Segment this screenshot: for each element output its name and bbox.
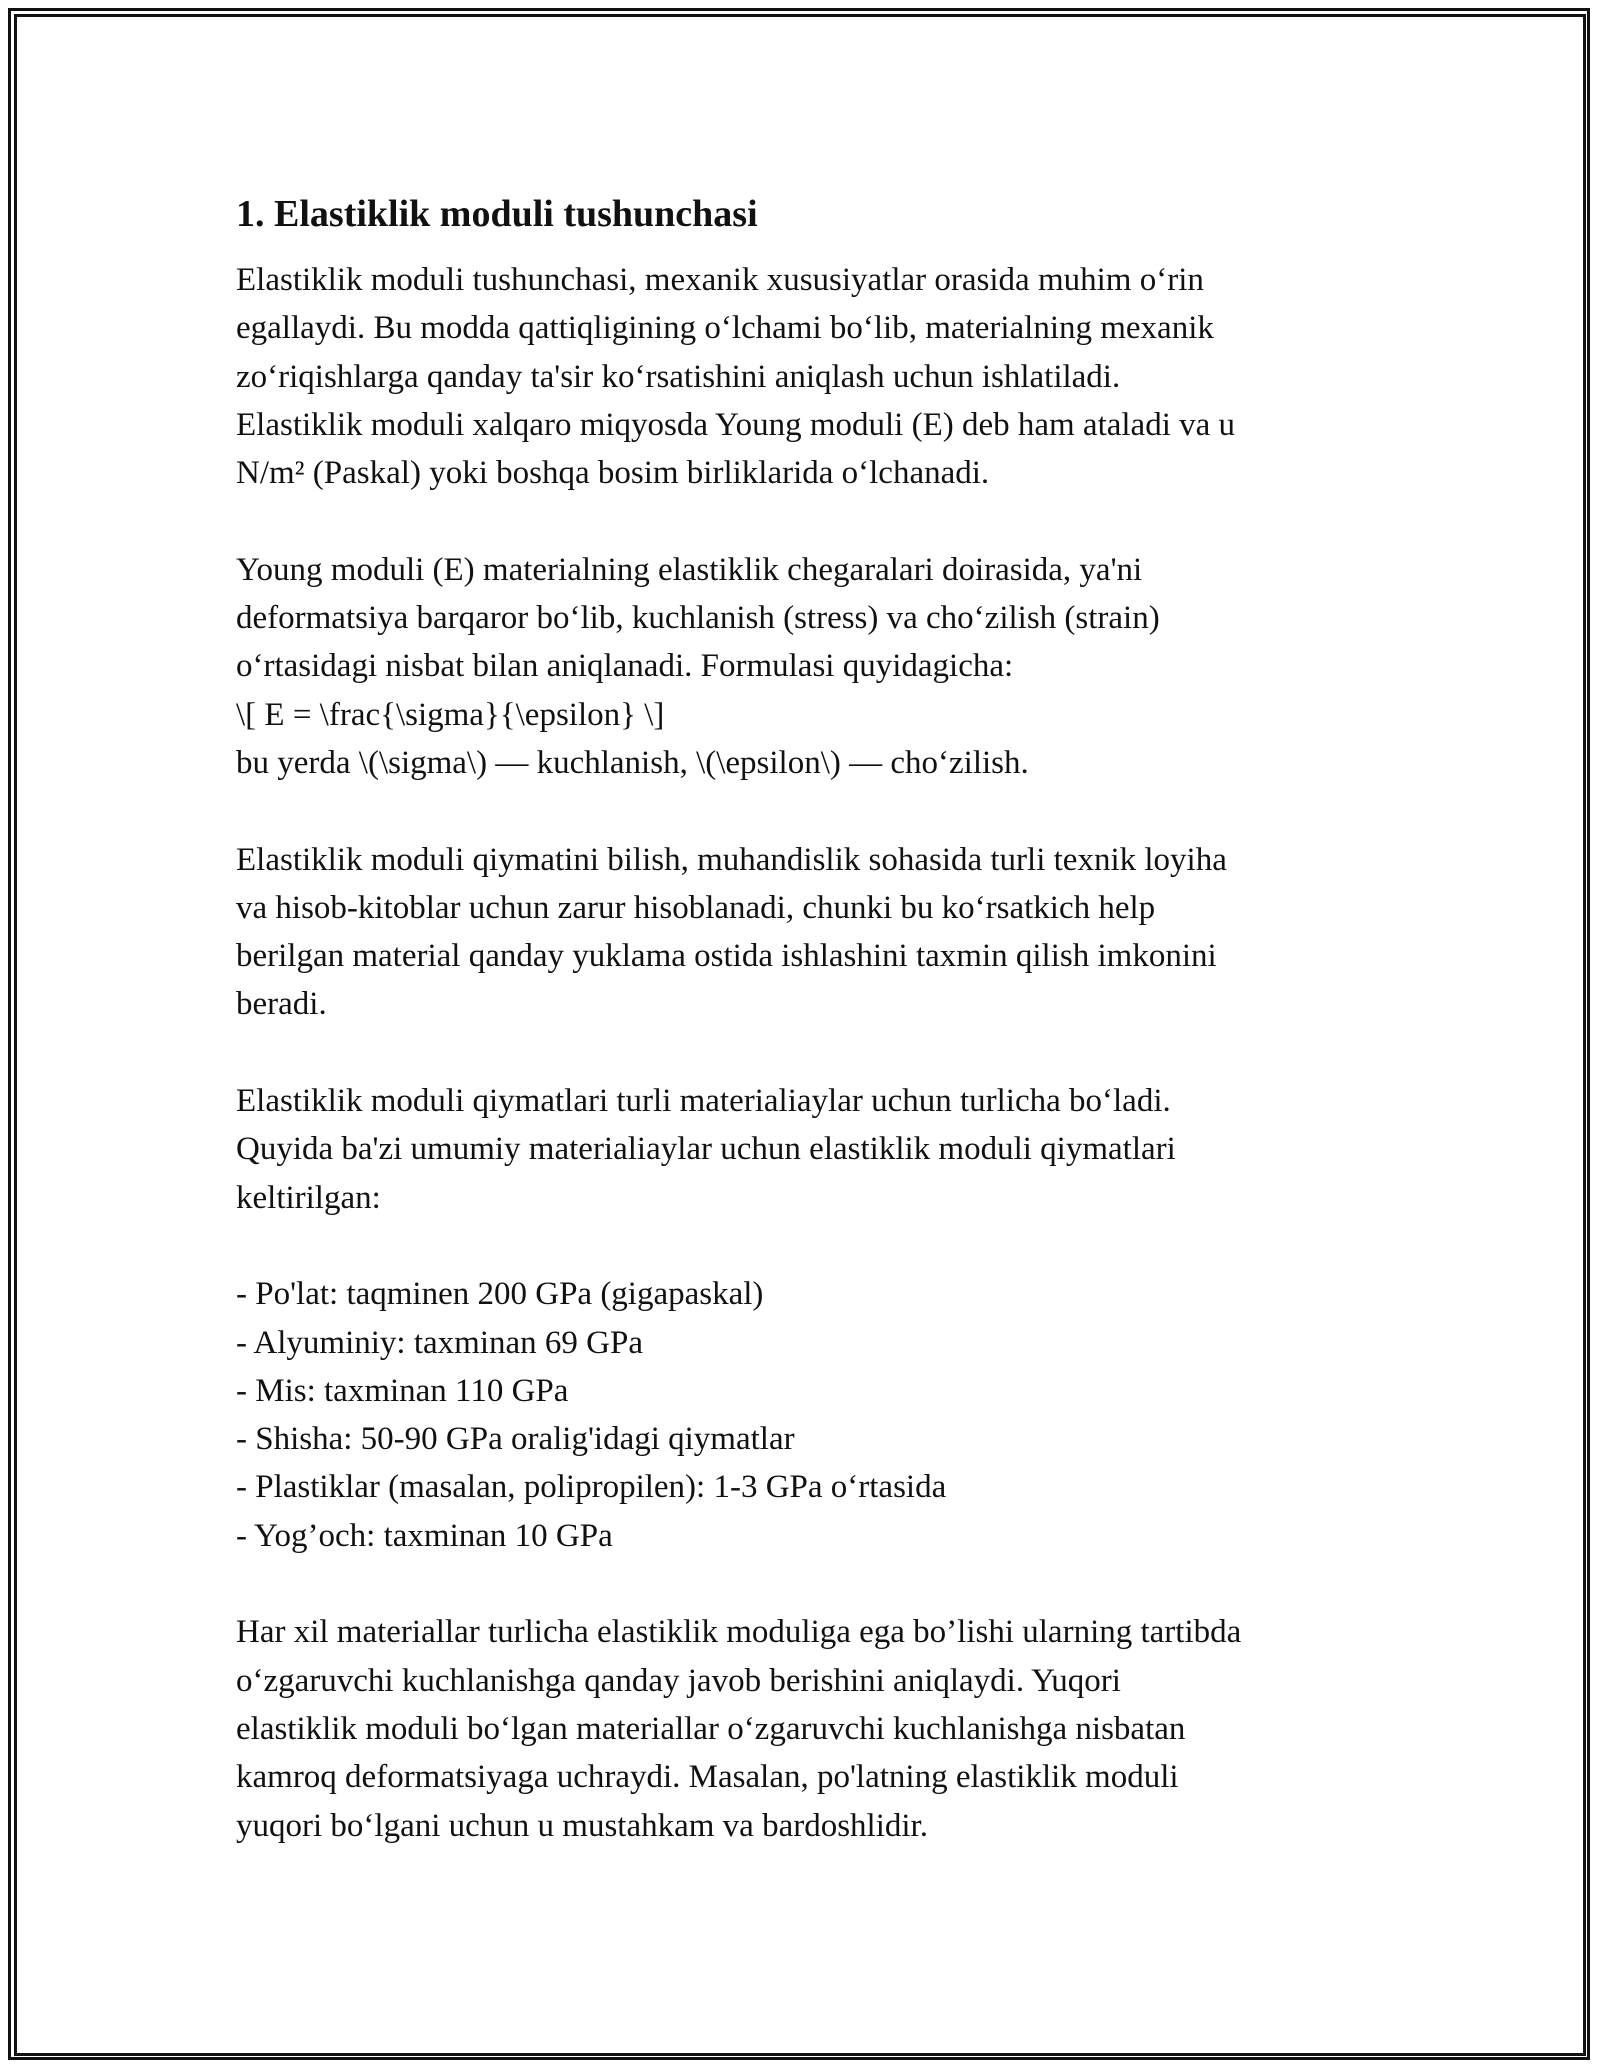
text-line: o‘rtasidagi nisbat bilan aniqlanadi. Formulasi quyidagicha:: [236, 648, 1014, 685]
text-line: Young moduli (E) materialning elastiklik chegaralari doirasida, ya'ni: [236, 551, 1143, 588]
text-line: zo‘riqishlarga qanday ta'sir ko‘rsatishini aniqlash uchun ishlatiladi.: [236, 358, 1121, 395]
text-line: Har xil materiallar turlicha elastiklik moduliga ega bo’lishi ularning tartibda: [236, 1614, 1242, 1651]
text-line: egallaydi. Bu modda qattiqligining o‘lchami bo‘lib, materialning mexanik: [236, 310, 1214, 347]
text-line: yuqori bo‘lgani uchun u mustahkam va bardoshlidir.: [236, 1807, 928, 1844]
text-line: o‘zgaruvchi kuchlanishga qanday javob berishini aniqlaydi. Yuqori: [236, 1662, 1121, 1699]
text-line: Elastiklik moduli tushunchasi, mexanik xususiyatlar orasida muhim o‘rin: [236, 262, 1204, 298]
list-item: - Mis: taxminan 110 GPa: [236, 1372, 569, 1409]
paragraph-importance: [236, 836, 1376, 1029]
text-line: berilgan material qanday yuklama ostida ishlashini taxmin qilish imkonini: [236, 938, 1217, 975]
text-line: bu yerda \(\sigma\) — kuchlanish, \(\epsilon\) — cho‘zilish.: [236, 744, 1029, 781]
text-line: Elastiklik moduli xalqaro miqyosda Young moduli (E) deb ham ataladi va u: [236, 406, 1236, 443]
text-line: elastiklik moduli bo‘lgan materiallar o‘zgaruvchi kuchlanishga nisbatan: [236, 1710, 1186, 1747]
section-heading: 1. Elastiklik moduli tushunchasi: [236, 193, 758, 235]
list-item: - Shisha: 50-90 GPa oralig'idagi qiymatlar: [236, 1421, 795, 1458]
paragraph-young-modulus: [236, 546, 1376, 787]
paragraph-gap: [236, 1222, 1376, 1270]
text-line: kamroq deformatsiyaga uchraydi. Masalan, po'latning elastiklik moduli: [236, 1759, 1179, 1796]
formula-line: \[ E = \frac{\sigma}{\epsilon} \]: [236, 696, 665, 733]
list-item: - Plastiklar (masalan, polipropilen): 1-3 GPa o‘rtasida: [236, 1469, 947, 1506]
text-line: Quyida ba'zi umumiy materialiaylar uchun elastiklik moduli qiymatlari: [236, 1131, 1176, 1168]
text-line: keltirilgan:: [236, 1179, 381, 1216]
paragraph-gap: [236, 497, 1376, 545]
document-page: [236, 186, 1376, 1850]
paragraph-values-intro: [236, 1077, 1376, 1222]
material-values-list: [236, 1270, 1376, 1560]
paragraph-gap: [236, 787, 1376, 835]
text-line: Elastiklik moduli qiymatlari turli materialiaylar uchun turlicha bo‘ladi.: [236, 1083, 1171, 1120]
paragraph-gap: [236, 1029, 1376, 1077]
text-line: deformatsiya barqaror bo‘lib, kuchlanish (stress) va cho‘zilish (strain): [236, 600, 1160, 637]
list-item: - Yog’och: taxminan 10 GPa: [236, 1517, 613, 1554]
text-line: N/m² (Paskal) yoki boshqa bosim birliklarida o‘lchanadi.: [236, 455, 990, 492]
text-line: Elastiklik moduli qiymatini bilish, muhandislik sohasida turli texnik loyiha: [236, 841, 1227, 878]
text-line: va hisob-kitoblar uchun zarur hisoblanadi, chunki bu ko‘rsatkich help: [236, 889, 1156, 926]
paragraph-conclusion: [236, 1608, 1376, 1849]
paragraph-intro: [236, 256, 1376, 497]
paragraph-gap: [236, 1560, 1376, 1608]
text-line: beradi.: [236, 986, 327, 1023]
list-item: - Alyuminiy: taxminan 69 GPa: [236, 1324, 643, 1361]
list-item: - Po'lat: taqminen 200 GPa (gigapaskal): [236, 1276, 764, 1313]
